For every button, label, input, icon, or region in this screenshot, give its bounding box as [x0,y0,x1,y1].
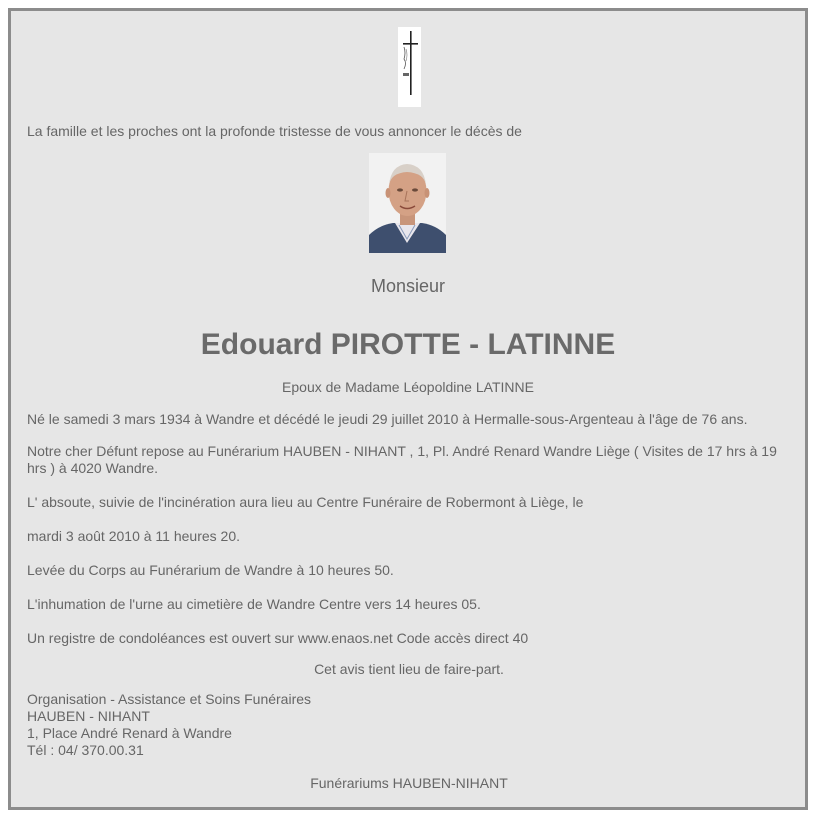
deceased-name: Edouard PIROTTE - LATINNE [200,328,616,361]
organisation-line-1: Organisation - Assistance et Soins Funéraires [27,691,312,707]
levee-line: Levée du Corps au Funérarium de Wandre à 10 heures 50. [27,562,394,578]
cross-icon [398,27,421,107]
organisation-phone: Tél : 04/ 370.00.31 [27,742,144,758]
cross-emblem [398,27,421,107]
absoute-line: L' absoute, suivie de l'incinération aura lieu au Centre Funéraire de Robermont à Liège, le [27,494,584,510]
portrait-image [369,153,446,253]
deceased-portrait [369,153,446,253]
organisation-line-2: HAUBEN - NIHANT [27,708,150,724]
rest-place-paragraph: Notre cher Défunt repose au Funérarium HAUBEN - NIHANT , 1, Pl. André Renard Wandre Liège ( Visites de 17 hrs à 19 hrs ) à 4020 Wandre. [27,443,777,476]
spouse-line: Epoux de Madame Léopoldine LATINNE [282,379,534,395]
salutation: Monsieur [370,276,446,296]
notice-line: Cet avis tient lieu de faire-part. [314,661,504,677]
absoute-date-line: mardi 3 août 2010 à 11 heures 20. [27,528,241,544]
birth-death-line: Né le samedi 3 mars 1934 à Wandre et décédé le jeudi 29 juillet 2010 à Hermalle-sous-Argenteau à l'âge de 76 ans. [27,411,748,427]
organisation-line-3: 1, Place André Renard à Wandre [27,725,232,741]
death-notice-card [8,8,808,810]
organisation-block [27,691,311,759]
registry-line: Un registre de condoléances est ouvert sur www.enaos.net Code accès direct 40 [27,630,529,646]
inhumation-line: L'inhumation de l'urne au cimetière de Wandre Centre vers 14 heures 05. [27,596,481,612]
footer-signature: Funérariums HAUBEN-NIHANT [310,775,508,791]
intro-text: La famille et les proches ont la profonde tristesse de vous annoncer le décès de [27,123,522,139]
